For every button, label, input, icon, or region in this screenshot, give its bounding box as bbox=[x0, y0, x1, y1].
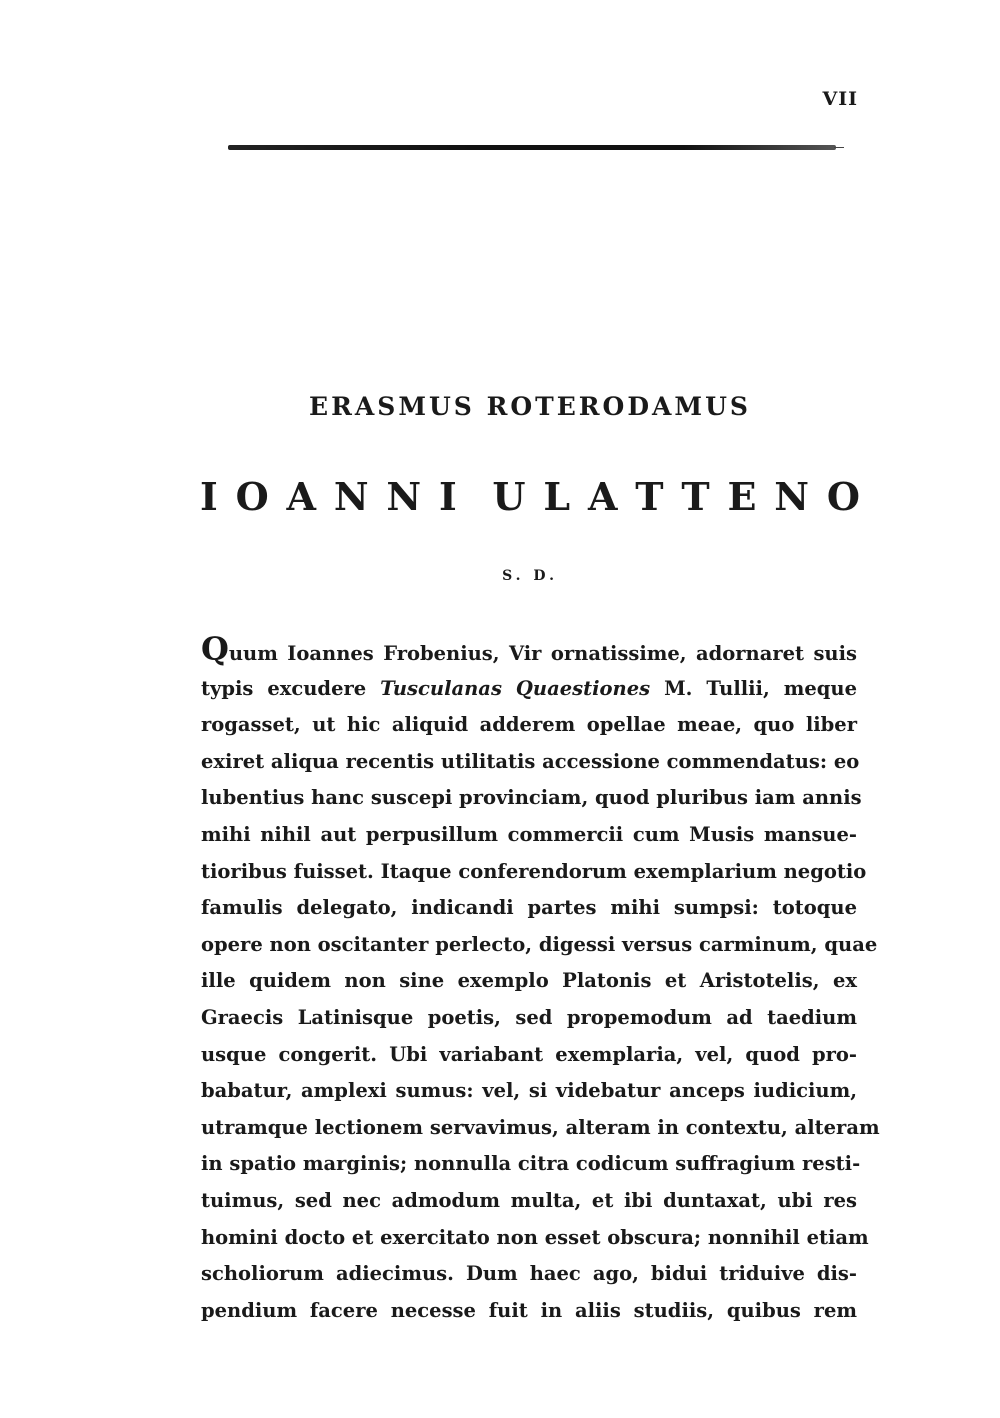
recipient-letter: O bbox=[235, 474, 269, 519]
body-line: homini docto et exercitato non esset obscura; nonnihil etiam bbox=[201, 1225, 869, 1249]
body-line-text: M. Tullii, meque bbox=[650, 676, 857, 700]
recipient-letter: I bbox=[438, 474, 457, 519]
recipient-letter: L bbox=[543, 474, 571, 519]
recipient-letter: T bbox=[681, 474, 710, 519]
book-title: Tusculanas Quaestiones bbox=[380, 676, 651, 700]
body-line: rogasset, ut hic aliquid adderem opellae meae, quo liber bbox=[201, 713, 857, 737]
body-line: usque congerit. Ubi variabant exemplaria, vel, quod pro- bbox=[201, 1042, 857, 1066]
body-line: scholiorum adiecimus. Dum haec ago, bidui triduive dis- bbox=[201, 1262, 857, 1286]
body-line: tioribus fuisset. Itaque conferendorum exemplarium negotio bbox=[201, 859, 867, 883]
body-line bbox=[201, 630, 857, 671]
recipient-letter: A bbox=[286, 474, 317, 519]
body-line: pendium facere necesse fuit in aliis studiis, quibus rem bbox=[201, 1298, 857, 1322]
body-line: in spatio marginis; nonnulla citra codicum suffragium resti- bbox=[201, 1152, 861, 1176]
body-line bbox=[201, 671, 857, 708]
body-line: utramque lectionem servavimus, alteram in contextu, alteram bbox=[201, 1115, 880, 1139]
body-line: famulis delegato, indicandi partes mihi sumpsi: totoque bbox=[201, 896, 857, 920]
recipient-letter: I bbox=[200, 474, 218, 519]
body-line: exiret aliqua recentis utilitatis accessione commendatus: eo bbox=[201, 749, 860, 773]
recipient-letter: E bbox=[727, 474, 757, 519]
recipient-letter: N bbox=[386, 474, 422, 519]
recipient-letter: N bbox=[333, 474, 369, 519]
recipient-heading bbox=[200, 474, 860, 519]
body-line: opere non oscitanter perlecto, digessi versus carminum, quae bbox=[201, 932, 878, 956]
recipient-letter: U bbox=[492, 474, 526, 519]
body-line-text: typis excudere bbox=[201, 676, 381, 700]
page-number: VII bbox=[822, 88, 858, 110]
body-line-text: uum Ioannes Frobenius, Vir ornatissime, adornaret suis bbox=[228, 642, 857, 665]
body-line: lubentius hanc suscepi provinciam, quod pluribus iam annis bbox=[201, 786, 862, 810]
recipient-letter: A bbox=[587, 474, 618, 519]
salutation: S. D. bbox=[502, 568, 558, 584]
body-line: tuimus, sed nec admodum multa, et ibi duntaxat, ubi res bbox=[201, 1188, 857, 1212]
recipient-letter: N bbox=[774, 474, 809, 519]
body-line: mihi nihil aut perpusillum commercii cum Musis mansue- bbox=[201, 822, 857, 846]
header-rule bbox=[228, 145, 836, 150]
author-heading: ERASMUS ROTERODAMUS bbox=[309, 392, 751, 421]
body-line: babatur, amplexi sumus: vel, si videbatur anceps iudicium, bbox=[201, 1079, 857, 1103]
recipient-letter: T bbox=[635, 474, 664, 519]
letter-body bbox=[201, 630, 880, 1329]
recipient-letter: O bbox=[826, 474, 860, 519]
body-line: ille quidem non sine exemplo Platonis et Aristotelis, ex bbox=[201, 969, 857, 993]
body-line: Graecis Latinisque poetis, sed propemodum ad taedium bbox=[201, 1005, 857, 1029]
drop-cap: Q bbox=[201, 630, 229, 668]
